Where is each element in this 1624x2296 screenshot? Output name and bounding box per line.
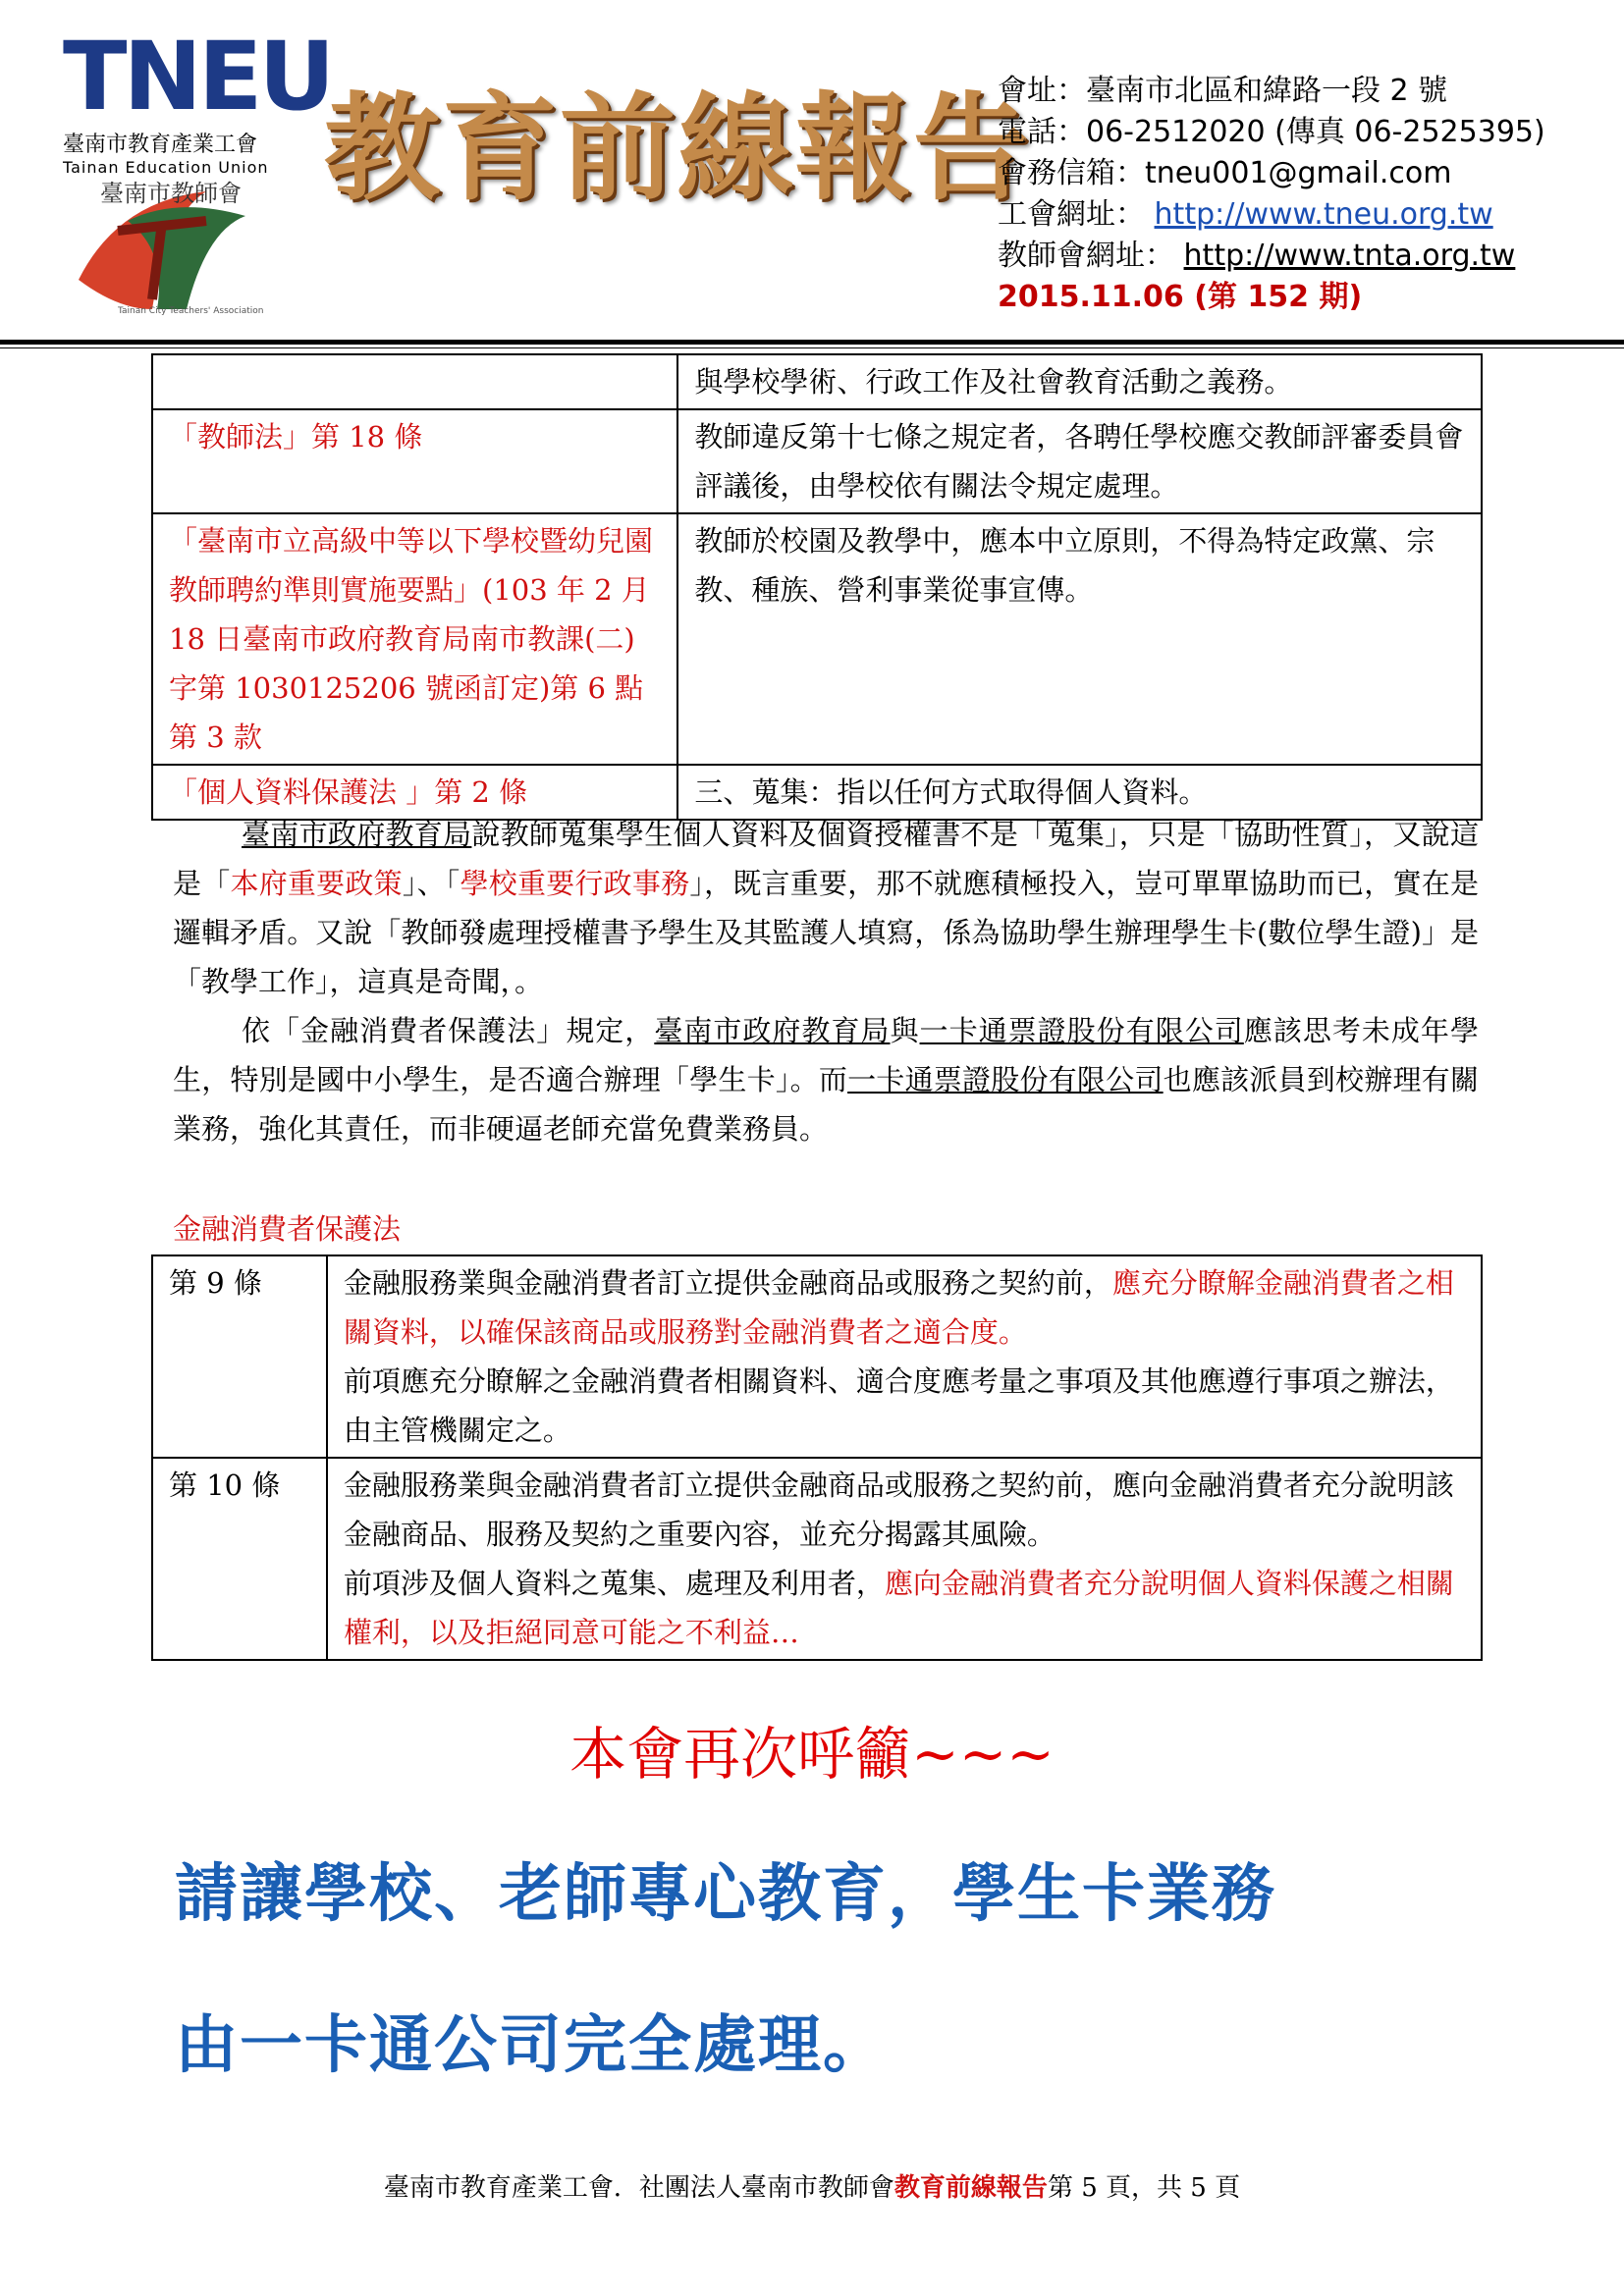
law-cell: 「教師法」第 18 條 (152, 409, 677, 513)
body-text-segment: 說教師蒐集學生個人資料及個資授權書不是「蒐集」，只是「協助性質」，又說這是「 (173, 818, 1479, 900)
clause-text: 前項涉及個人資料之蒐集、處理及利用者， (343, 1567, 885, 1600)
footer-brand: 教育前線報告 (893, 2173, 1048, 2203)
newsletter-masthead: 教育前線報告 (324, 80, 1032, 216)
body-text (173, 810, 1479, 1153)
logo-wordmark: TNEU (63, 22, 332, 132)
body-text-segment: 臺南市政府教育局 (654, 1014, 891, 1047)
law-cell: 「個人資料保護法 」第 2 條 (152, 765, 677, 820)
article-text-cell (327, 1458, 1482, 1660)
footer-page-number: 第 5 頁，共 5 頁 (1047, 2173, 1241, 2203)
body-text-segment: 本府重要政策 (230, 867, 403, 900)
paragraph (173, 1006, 1479, 1153)
logo-english-name: Tainan Education Union (63, 158, 269, 177)
provision-cell: 三、蒐集：指以任何方式取得個人資料。 (677, 765, 1482, 820)
law-cell: 「臺南市立高級中等以下學校暨幼兒園教師聘約準則實施要點」(103 年 2 月 18 日臺南市政府教育局南市教課(二)字第 1030125206 號函訂定)第 6 點第 3 款 (152, 513, 677, 765)
provision-cell: 教師違反第十七條之規定者，各聘任學校應交教師評審委員會評議後，由學校依有關法令規定處理。 (677, 409, 1482, 513)
contact-block (998, 71, 1545, 318)
contact-association-site (998, 236, 1545, 277)
header-rule-thin (0, 347, 1624, 348)
body-text-segment: 應該思考未成年學生，特別是國中小學生，是否適合辦理「學生卡」。而 (173, 1014, 1479, 1096)
emblem-subtitle: Tainan City Teachers' Association (118, 306, 264, 316)
association-site-link[interactable]: http://www.tnta.org.tw (1183, 239, 1516, 273)
paragraph (173, 810, 1479, 1006)
clause-text: 金融服務業與金融消費者訂立提供金融商品或服務之契約前， (343, 1266, 1112, 1300)
table-row (152, 354, 1482, 409)
union-site-link[interactable]: http://www.tneu.org.tw (1154, 197, 1493, 232)
body-text-segment: 依「金融消費者保護法」規定， (242, 1014, 655, 1047)
contact-phone: 電話：06-2512020 (傳真 06-2525395) (998, 115, 1545, 149)
body-text-segment: 一卡通票證股份有限公司 (847, 1063, 1164, 1096)
logo-chinese-name: 臺南市教育產業工會 (63, 133, 258, 157)
provision-cell: 與學校學術、行政工作及社會教育活動之義務。 (677, 354, 1482, 409)
article-text-cell (327, 1255, 1482, 1458)
teachers-association-emblem-icon (59, 162, 265, 319)
body-text-segment: 學校重要行政事務 (460, 867, 690, 900)
body-text-segment: 與 (890, 1014, 920, 1047)
section-title: 金融消費者保護法 (173, 1212, 402, 1246)
issue-date: 2015.11.06 (第 152 期) (998, 280, 1363, 314)
header-rule (0, 340, 1624, 345)
association-site-label: 教師會網址： (998, 239, 1174, 273)
finance-law-table (151, 1255, 1483, 1661)
table-row (152, 513, 1482, 765)
appeal-heading: 本會再次呼籲~~~ (569, 1721, 1055, 1788)
appeal-line: 由一卡通公司完全處理。 (175, 2008, 888, 2082)
law-table (151, 353, 1483, 821)
clause-text-highlight: 應向金融消費者充分說明個人資料保護之相關權利，以及拒絕同意可能之不利益… (343, 1567, 1454, 1649)
article-clause: 金融服務業與金融消費者訂立提供金融商品或服務之契約前，應向金融消費者充分說明該金融商品、服務及契約之重要內容，並充分揭露其風險。 (343, 1468, 1454, 1551)
table-row (152, 1458, 1482, 1660)
union-logo (63, 22, 332, 177)
article-clause (344, 1258, 1465, 1357)
body-text-segment: 也應該派員到校辦理有關業務，強化其責任，而非硬逼老師充當免費業務員。 (173, 1063, 1479, 1146)
article-clause (344, 1559, 1465, 1657)
law-cell (152, 354, 677, 409)
appeal-line: 請讓學校、老師專心教育，學生卡業務 (175, 1857, 1276, 1931)
body-text-segment: 」、「 (402, 867, 460, 900)
table-row (152, 409, 1482, 513)
article-cell: 第 9 條 (152, 1255, 327, 1458)
body-text-segment: 臺南市政府教育局 (242, 818, 472, 851)
body-text-segment: 」，既言重要，那不就應積極投入，豈可單單協助而已，實在是邏輯矛盾。又說「教師發處理授權書予學生及其監護人填寫，係為協助學生辦理學生卡(數位學生證)」是「教學工作」，這真是奇聞，。 (173, 867, 1479, 998)
emblem-text: 臺南市教師會 (100, 180, 242, 207)
contact-address: 會址：臺南市北區和緯路一段 2 號 (998, 74, 1448, 108)
article-clause: 前項應充分瞭解之金融消費者相關資料、適合度應考量之事項及其他應遵行事項之辦法，由主管機關定之。 (343, 1364, 1454, 1447)
article-cell: 第 10 條 (152, 1458, 327, 1660)
union-site-label: 工會網址： (998, 197, 1145, 232)
clause-text-highlight: 應充分瞭解金融消費者之相關資料，以確保該商品或服務對金融消費者之適合度。 (343, 1266, 1454, 1349)
contact-union-site (998, 194, 1545, 236)
footer-publisher: 臺南市教育產業工會．社團法人臺南市教師會 (383, 2173, 894, 2203)
page-footer (0, 2167, 1624, 2204)
provision-cell: 教師於校園及教學中，應本中立原則，不得為特定政黨、宗教、種族、營利事業從事宣傳。 (677, 513, 1482, 765)
contact-email: 會務信箱：tneu001@gmail.com (998, 156, 1452, 190)
body-text-segment: 一卡通票證股份有限公司 (919, 1014, 1244, 1047)
table-row (152, 1255, 1482, 1458)
appeal-message (175, 1836, 1276, 2105)
